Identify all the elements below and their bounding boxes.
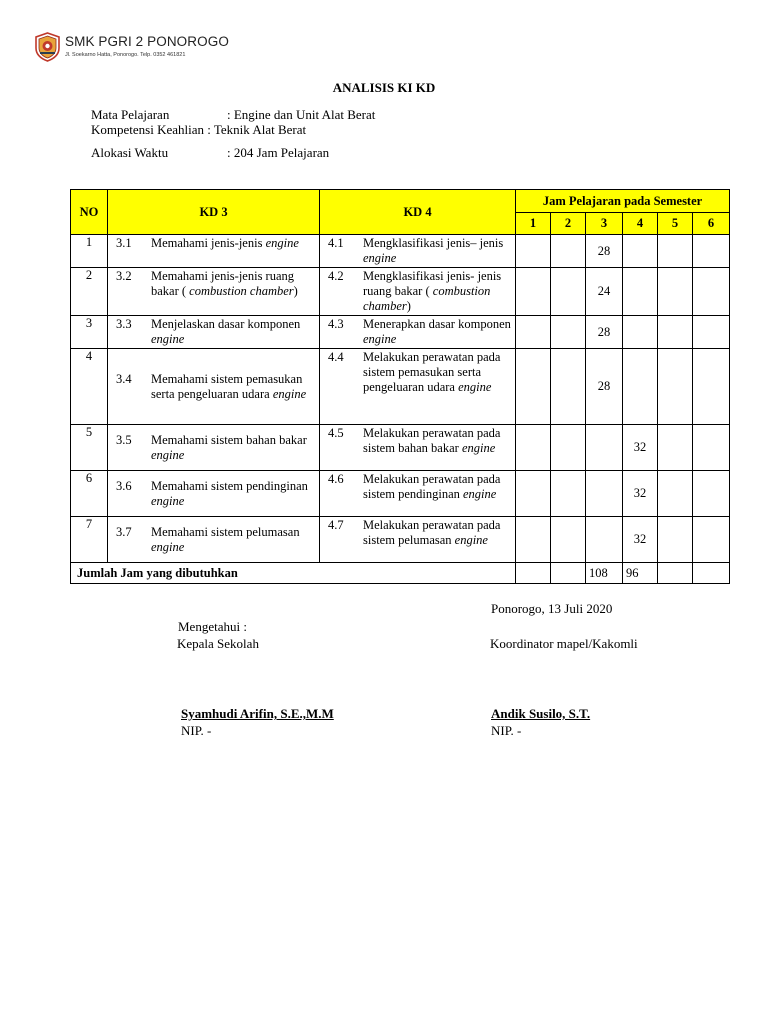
row-number: 2 <box>71 268 108 316</box>
header-semester-6: 6 <box>693 213 730 235</box>
table-row <box>71 349 730 425</box>
semester-5-cell <box>658 235 693 268</box>
semester-5-cell <box>658 471 693 517</box>
semester-2-cell <box>551 349 586 425</box>
document-title: ANALISIS KI KD <box>332 80 436 95</box>
principal-role: Kepala Sekolah <box>177 636 259 651</box>
semester-6-cell <box>693 425 730 471</box>
semester-6-cell <box>693 235 730 268</box>
kd4-cell <box>320 235 516 268</box>
table-row <box>71 425 730 471</box>
kd-analysis-table <box>70 189 730 584</box>
semester-1-cell <box>516 425 551 471</box>
kd3-text: Memahami sistem pelumasan <box>151 524 300 539</box>
semester-3-cell <box>586 517 623 563</box>
kd4-italic-term: engine <box>363 332 397 346</box>
kd3-cell <box>108 235 320 268</box>
kd4-italic-term: engine <box>461 441 496 455</box>
semester-5-cell <box>658 349 693 425</box>
semester-1-cell <box>516 471 551 517</box>
header-semester-5: 5 <box>658 213 693 235</box>
kd4-text: Menerapkan dasar komponen <box>363 317 511 331</box>
header-semester-4: 4 <box>623 213 658 235</box>
kd3-italic-term: engine <box>265 236 299 250</box>
coordinator-role: Koordinator mapel/Kakomli <box>490 636 638 651</box>
kd3-text: Menjelaskan dasar komponen <box>151 317 301 331</box>
kd4-italic-term: engine <box>463 487 497 501</box>
semester-5-cell <box>658 316 693 349</box>
kd3-code: 3.7 <box>116 524 132 539</box>
header-semester: Jam Pelajaran pada Semester <box>516 190 730 213</box>
acknowledged-label: Mengetahui : <box>178 619 247 634</box>
kd4-tail: ) <box>406 299 411 313</box>
school-address: Jl. Soekarno Hatta, Ponorogo. Telp. 0352 461821 <box>65 52 186 58</box>
kd3-cell <box>108 425 320 471</box>
header-no: NO <box>71 190 108 235</box>
kd4-code: 4.7 <box>328 518 344 532</box>
table-row <box>71 235 730 268</box>
meta-label: Mata Pelajaran <box>91 107 170 122</box>
coordinator-name: Andik Susilo, S.T. <box>491 706 591 721</box>
kd4-code: 4.3 <box>328 317 344 331</box>
total-label: Jumlah Jam yang dibutuhkan <box>71 563 516 584</box>
place-date: Ponorogo, 13 Juli 2020 <box>491 601 613 616</box>
semester-5-cell <box>658 425 693 471</box>
meta-label: Kompetensi Keahlian <box>91 122 204 137</box>
kd3-italic-term: engine <box>272 386 307 401</box>
semester-6-cell <box>693 268 730 316</box>
row-number: 7 <box>71 517 108 563</box>
total-semester-2 <box>551 563 586 584</box>
kd3-code: 3.5 <box>116 432 132 447</box>
total-semester-6 <box>693 563 730 584</box>
total-semester-4: 96 <box>623 563 658 584</box>
semester-1-cell <box>516 517 551 563</box>
meta-mata-pelajaran <box>91 107 375 123</box>
kd4-cell <box>320 268 516 316</box>
kd3-text: Memahami jenis-jenis <box>151 236 263 250</box>
kd4-code: 4.4 <box>328 350 344 364</box>
semester-5-cell <box>658 517 693 563</box>
semester-2-cell <box>551 268 586 316</box>
kd3-code: 3.1 <box>116 236 132 250</box>
meta-value: : Engine dan Unit Alat Berat <box>227 107 376 122</box>
header-kd4: KD 4 <box>320 190 516 235</box>
semester-2-cell <box>551 517 586 563</box>
total-semester-5 <box>658 563 693 584</box>
semester-4-cell: 32 <box>623 425 658 471</box>
kd4-cell <box>320 471 516 517</box>
semester-1-cell <box>516 316 551 349</box>
kd4-text: Melakukan perawatan pada sistem pemasukan serta pengeluaran udara <box>363 350 501 394</box>
kd4-italic-term: combustion chamber <box>363 284 491 313</box>
kd4-italic-term: engine <box>458 380 492 394</box>
semester-2-cell <box>551 471 586 517</box>
total-semester-1 <box>516 563 551 584</box>
row-number: 5 <box>71 425 108 471</box>
semester-2-cell <box>551 425 586 471</box>
principal-nip: NIP. - <box>181 723 212 738</box>
semester-5-cell <box>658 268 693 316</box>
kd3-text: Memahami sistem pendinginan <box>151 478 308 493</box>
kd3-cell <box>108 316 320 349</box>
semester-3-cell: 28 <box>586 349 623 425</box>
kd3-italic-term: engine <box>151 493 185 508</box>
kd3-tail: ) <box>293 284 298 298</box>
header-semester-2: 2 <box>551 213 586 235</box>
semester-4-cell <box>623 316 658 349</box>
semester-3-cell <box>586 471 623 517</box>
row-number: 3 <box>71 316 108 349</box>
coordinator-nip: NIP. - <box>491 723 522 738</box>
semester-3-cell: 24 <box>586 268 623 316</box>
kd3-italic-term: engine <box>151 332 185 346</box>
kd4-code: 4.1 <box>328 236 344 250</box>
row-number: 6 <box>71 471 108 517</box>
kd3-code: 3.4 <box>116 371 132 386</box>
kd3-cell <box>108 349 320 425</box>
row-number: 1 <box>71 235 108 268</box>
header-kd3: KD 3 <box>108 190 320 235</box>
table-row <box>71 471 730 517</box>
meta-value: : Teknik Alat Berat <box>207 122 307 137</box>
kd3-cell <box>108 517 320 563</box>
kd3-italic-term: engine <box>151 447 185 462</box>
kd4-cell <box>320 425 516 471</box>
kd4-cell <box>320 316 516 349</box>
meta-label: Alokasi Waktu <box>91 145 169 160</box>
semester-6-cell <box>693 517 730 563</box>
kd3-text: Memahami sistem bahan bakar <box>151 432 307 447</box>
kd3-code: 3.3 <box>116 317 132 331</box>
kd4-text: Melakukan perawatan pada sistem pelumasan <box>363 518 501 547</box>
kd3-cell <box>108 471 320 517</box>
principal-name: Syamhudi Arifin, S.E.,M.M <box>181 706 334 721</box>
kd4-text: Melakukan perawatan pada sistem pendinginan <box>363 472 501 501</box>
kd4-text: Melakukan perawatan pada sistem bahan bakar <box>363 426 501 455</box>
kd4-cell <box>320 517 516 563</box>
header-semester-3: 3 <box>586 213 623 235</box>
semester-4-cell <box>623 268 658 316</box>
kd3-italic-term: combustion chamber <box>189 284 294 298</box>
row-number: 4 <box>71 349 108 425</box>
semester-2-cell <box>551 316 586 349</box>
kd3-code: 3.6 <box>116 478 132 493</box>
semester-4-cell: 32 <box>623 517 658 563</box>
kd3-code: 3.2 <box>116 269 132 283</box>
kd3-text: Memahami sistem pemasukan serta pengeluaran udara <box>151 371 303 401</box>
total-semester-3: 108 <box>586 563 623 584</box>
total-row <box>71 563 730 584</box>
semester-6-cell <box>693 316 730 349</box>
semester-6-cell <box>693 349 730 425</box>
kd4-italic-term: engine <box>363 251 397 265</box>
semester-3-cell: 28 <box>586 235 623 268</box>
semester-1-cell <box>516 349 551 425</box>
kd4-text: Mengklasifikasi jenis- jenis ruang bakar ( <box>363 269 502 298</box>
school-name: SMK PGRI 2 PONOROGO <box>65 34 229 49</box>
semester-3-cell: 28 <box>586 316 623 349</box>
semester-1-cell <box>516 268 551 316</box>
table-row <box>71 517 730 563</box>
meta-value: : 204 Jam Pelajaran <box>227 145 330 160</box>
kd3-cell <box>108 268 320 316</box>
school-emblem-icon <box>34 32 61 62</box>
semester-6-cell <box>693 471 730 517</box>
meta-alokasi <box>91 145 329 161</box>
kd4-code: 4.2 <box>328 269 344 283</box>
header-semester-1: 1 <box>516 213 551 235</box>
kd4-code: 4.5 <box>328 426 344 440</box>
kd4-italic-term: engine <box>454 533 488 547</box>
semester-4-cell <box>623 235 658 268</box>
semester-4-cell: 32 <box>623 471 658 517</box>
kd4-text: Mengklasifikasi jenis– jenis <box>363 236 504 250</box>
table-row <box>71 268 730 316</box>
semester-2-cell <box>551 235 586 268</box>
table-row <box>71 316 730 349</box>
semester-1-cell <box>516 235 551 268</box>
kd3-text: Memahami jenis-jenis ruang bakar ( <box>151 269 295 298</box>
kd4-cell <box>320 349 516 425</box>
kd4-code: 4.6 <box>328 472 344 486</box>
meta-kompetensi <box>91 122 306 138</box>
semester-4-cell <box>623 349 658 425</box>
semester-3-cell <box>586 425 623 471</box>
kd3-italic-term: engine <box>151 539 185 554</box>
